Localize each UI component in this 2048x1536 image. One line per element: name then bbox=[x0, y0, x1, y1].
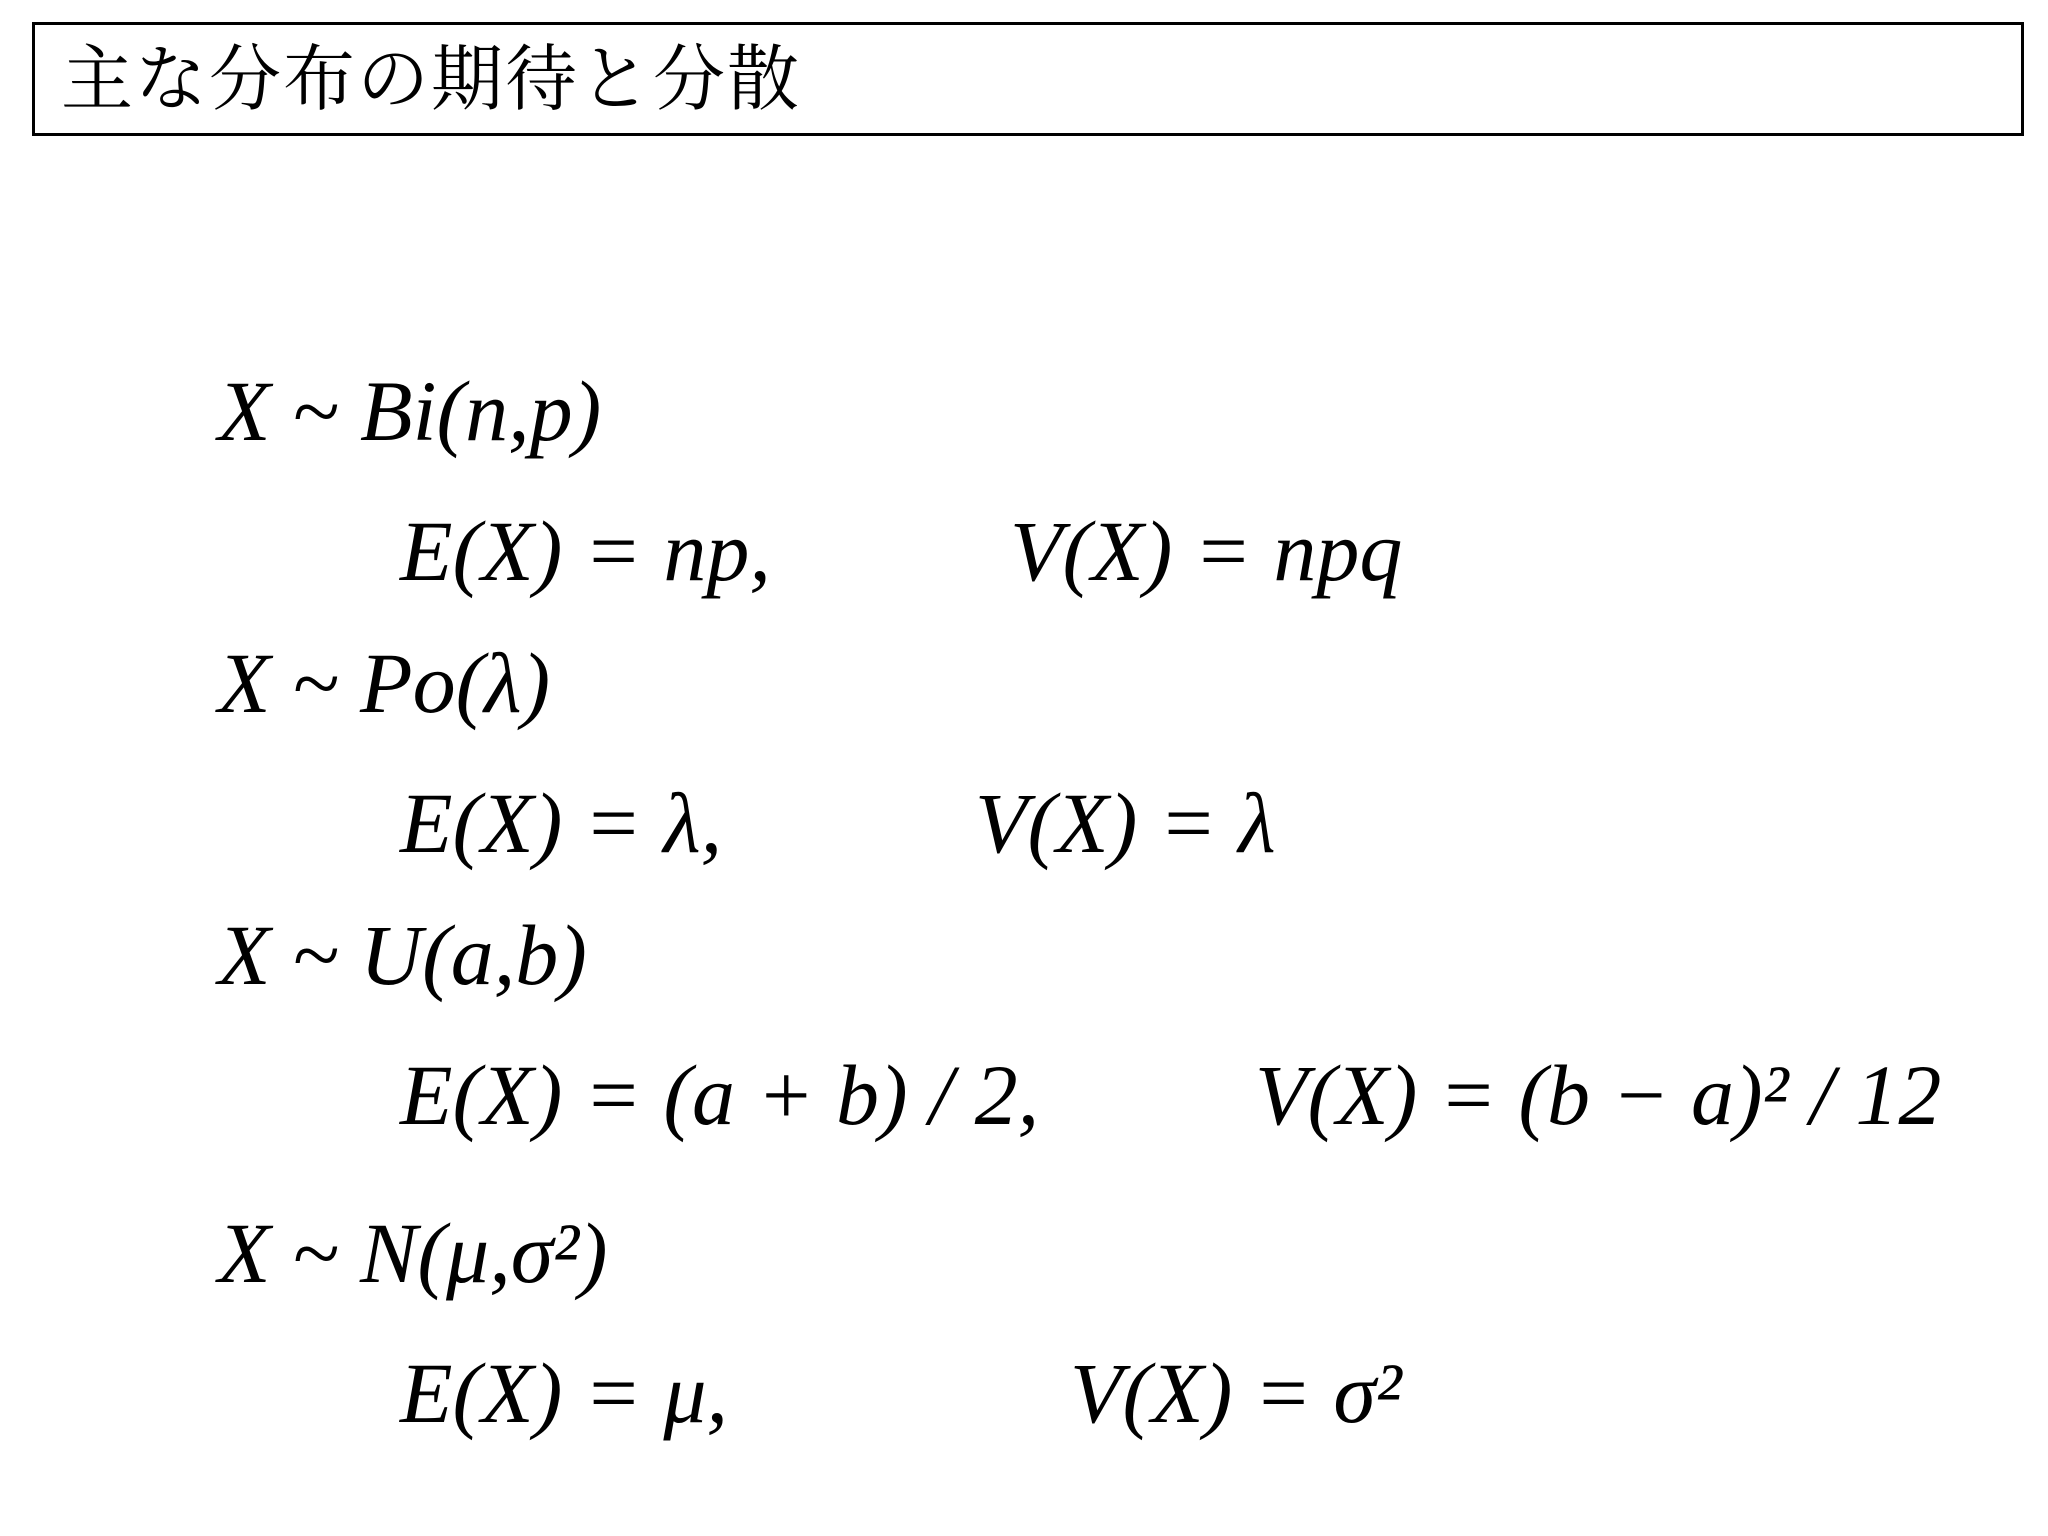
binomial-expectation: E(X) = np, bbox=[400, 503, 771, 599]
uniform-expectation: E(X) = (a + b) / 2, bbox=[400, 1047, 1040, 1143]
binomial-variance: V(X) = npq bbox=[1010, 503, 1403, 599]
uniform-definition: X ~ U(a,b) bbox=[218, 907, 587, 1003]
normal-definition: X ~ N(μ,σ²) bbox=[218, 1205, 608, 1301]
poisson-expectation: E(X) = λ, bbox=[400, 775, 723, 871]
uniform-variance: V(X) = (b − a)² / 12 bbox=[1255, 1047, 1942, 1143]
poisson-variance: V(X) = λ bbox=[975, 775, 1276, 871]
title-box bbox=[32, 22, 2024, 136]
binomial-definition: X ~ Bi(n,p) bbox=[218, 363, 602, 459]
page-title: 主な分布の期待と分散 bbox=[61, 37, 802, 121]
normal-expectation: E(X) = μ, bbox=[400, 1345, 729, 1441]
normal-variance: V(X) = σ² bbox=[1070, 1345, 1402, 1441]
poisson-definition: X ~ Po(λ) bbox=[218, 635, 551, 731]
